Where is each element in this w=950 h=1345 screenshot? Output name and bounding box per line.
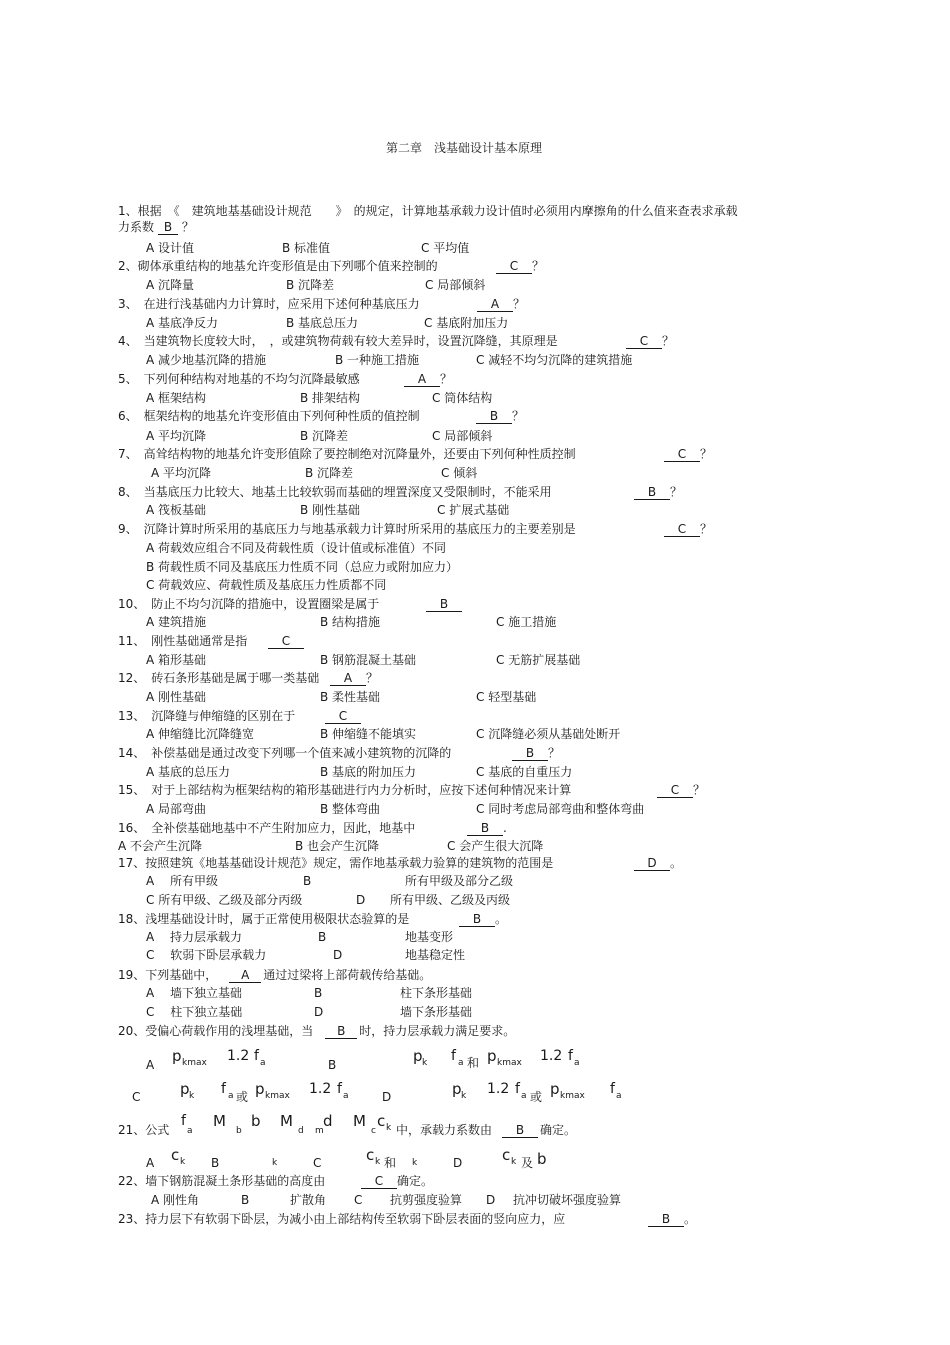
question-5-answer: A: [404, 372, 440, 387]
q20-b-f: f: [451, 1048, 456, 1064]
question-14-text: 14、 补偿基础是通过改变下列哪一个值来减小建筑物的沉降的: [118, 746, 452, 760]
q7-option-c: C 倾斜: [441, 466, 478, 480]
q16-option-b: B 也会产生沉降: [295, 839, 380, 853]
q20-c-coef: 1.2: [309, 1081, 332, 1097]
question-7-answer-wrap: [664, 447, 712, 462]
question-10-answer: B: [426, 597, 462, 612]
question-4-post: ？: [662, 334, 675, 348]
q6-option-b: B 沉降差: [300, 429, 349, 443]
question-4-answer-wrap: [626, 334, 674, 349]
q20-d-or: 或: [530, 1090, 543, 1104]
q9-option-a: A 荷载效应组合不同及荷载性质（设计值或标准值）不同: [146, 541, 447, 555]
question-18-answer-wrap: [459, 912, 507, 927]
q18-option-c: C 软弱下卧层承载力: [146, 948, 267, 962]
q22-option-b-letter: B: [241, 1193, 250, 1207]
page-title: 第二章 浅基础设计基本原理: [386, 141, 543, 155]
q21-M3-sub: c: [371, 1126, 376, 1136]
q16-option-c: C 会产生很大沉降: [447, 839, 544, 853]
q17-option-a: A 所有甲级: [146, 874, 219, 888]
q20-b-coef: 1.2: [540, 1048, 563, 1064]
question-7-text: 7、 高耸结构物的地基允许变形值除了要控制绝对沉降量外，还要由下列何种性质控制: [118, 447, 576, 461]
q20-d-f2: f: [610, 1081, 615, 1097]
question-8-text: 8、 当基底压力比较大、地基土比较软弱而基础的埋置深度又受限制时，不能采用: [118, 485, 552, 499]
question-4-answer: C: [626, 334, 662, 349]
q12-option-a: A 刚性基础: [146, 690, 207, 704]
q20-b-p: p: [413, 1047, 423, 1065]
question-23-post: 。: [684, 1212, 697, 1226]
q20-b-f2: f: [568, 1048, 573, 1064]
question-5-text: 5、 下列何种结构对地基的不均匀沉降最敏感: [118, 372, 360, 386]
question-8-answer: B: [634, 485, 670, 500]
question-15-post: ？: [693, 783, 706, 797]
question-20-line: [118, 1024, 515, 1039]
q15-option-c: C 同时考虑局部弯曲和整体弯曲: [476, 802, 645, 816]
q20-c-or: 或: [236, 1090, 249, 1104]
q9-option-c: C 荷载效应、荷载性质及基底压力性质都不同: [146, 578, 387, 592]
q20-c-k: k: [189, 1091, 195, 1101]
question-18-text: 18、浅埋基础设计时，属于正常使用极限状态验算的是: [118, 912, 410, 926]
question-14-answer: B: [512, 746, 548, 761]
question-20-answer: B: [325, 1024, 357, 1039]
question-12-answer-wrap: [330, 671, 378, 686]
question-3-post: ？: [513, 297, 526, 311]
q20-c-a2: a: [343, 1091, 349, 1101]
q5-option-c: C 筒体结构: [432, 391, 493, 405]
q21-m: m: [315, 1126, 324, 1136]
q21-d-k: k: [511, 1157, 517, 1167]
q21-d: d: [323, 1112, 333, 1130]
question-22-answer: C: [361, 1174, 397, 1189]
q7-option-b: B 沉降差: [305, 466, 354, 480]
q4-option-a: A 减少地基沉降的措施: [146, 353, 267, 367]
q21-M1: M: [213, 1112, 226, 1130]
question-17-post: 。: [670, 856, 683, 870]
q22-option-b: 扩散角: [290, 1193, 327, 1207]
question-11-text: 11、 刚性基础通常是指: [118, 634, 248, 648]
question-7-post: ？: [700, 447, 713, 461]
question-6-answer-wrap: [476, 409, 524, 424]
question-5-answer-wrap: [404, 372, 452, 387]
q21-M2: M: [280, 1112, 293, 1130]
question-10-text: 10、 防止不均匀沉降的措施中，设置圈梁是属于: [118, 597, 380, 611]
q11-option-b: B 钢筋混凝土基础: [320, 653, 417, 667]
q7-option-a: A 平均沉降: [151, 466, 212, 480]
q20-b-kmax: kmax: [497, 1058, 522, 1068]
q22-option-d: 抗冲切破坏强度验算: [513, 1193, 622, 1207]
question-12-answer: A: [330, 671, 366, 686]
question-23-text: 23、持力层下有软弱下卧层，为减小由上部结构传至软弱下卧层表面的竖向应力，应: [118, 1212, 566, 1226]
q21-c-k2: k: [375, 1157, 381, 1167]
q20-c-p: p: [180, 1080, 190, 1098]
question-11-answer-wrap: [268, 634, 304, 649]
q8-option-a: A 筏板基础: [146, 503, 207, 517]
q21-c-k: k: [386, 1123, 392, 1133]
q8-option-b: B 刚性基础: [300, 503, 361, 517]
question-18-answer: B: [459, 912, 495, 927]
q21-option-b-letter: B: [211, 1156, 220, 1170]
q10-option-a: A 建筑措施: [146, 615, 207, 629]
q15-option-a: A 局部弯曲: [146, 802, 207, 816]
q1-option-b: B 标准值: [282, 241, 331, 255]
q20-a-coef: 1.2: [227, 1048, 250, 1064]
q22-option-a: A 刚性角: [151, 1193, 200, 1207]
q21-c: c: [377, 1112, 386, 1130]
question-2-text: 2、砌体承重结构的地基允许变形值是由下列哪个值来控制的: [118, 259, 438, 273]
q20-c-a: a: [228, 1091, 234, 1101]
q1-option-a: A 设计值: [146, 241, 195, 255]
q20-option-b-letter: B: [328, 1058, 337, 1072]
q17-option-d-letter: D: [356, 893, 366, 907]
question-16-text: 16、 全补偿基础地基中不产生附加应力，因此，地基中: [118, 821, 416, 835]
question-2-answer-wrap: [496, 259, 544, 274]
question-6-answer: B: [476, 409, 512, 424]
question-11-answer: C: [268, 634, 304, 649]
q20-c-p2: p: [255, 1080, 265, 1098]
q20-b-and: 和: [467, 1056, 480, 1070]
question-8-answer-wrap: [634, 485, 682, 500]
question-20-pre: 20、受偏心荷载作用的浅埋基础，当: [118, 1024, 314, 1038]
question-9-answer: C: [664, 522, 700, 537]
question-22-post: 确定。: [397, 1174, 434, 1188]
q20-d-coef: 1.2: [487, 1081, 510, 1097]
question-8-post: ？: [670, 485, 683, 499]
q21-d-c: c: [502, 1146, 511, 1164]
q18-option-b: 地基变形: [405, 930, 454, 944]
question-23-answer-wrap: [648, 1212, 696, 1227]
question-2-post: ？: [532, 259, 545, 273]
q21-a-k: k: [180, 1157, 186, 1167]
q20-d-kmax: kmax: [560, 1091, 585, 1101]
q22-option-d-letter: D: [486, 1193, 496, 1207]
question-21-pre: 21、公式: [118, 1123, 170, 1137]
q20-b-a2: a: [574, 1058, 580, 1068]
q8-option-c: C 扩展式基础: [437, 503, 510, 517]
q20-d-k: k: [461, 1091, 467, 1101]
question-15-text: 15、 对于上部结构为框架结构的箱形基础进行内力分析时，应按下述何种情况来计算: [118, 783, 572, 797]
question-19-post: 通过过梁将上部荷载传给基础。: [263, 968, 432, 982]
question-3-answer-wrap: [477, 297, 525, 312]
question-5-post: ？: [440, 372, 453, 386]
q20-c-f: f: [221, 1081, 226, 1097]
q20-d-p: p: [452, 1080, 462, 1098]
q9-option-b: B 荷载性质不同及基底压力性质不同（总应力或附加应力）: [146, 560, 459, 574]
question-9-post: ？: [700, 522, 713, 536]
question-17-answer-wrap: [634, 856, 682, 871]
question-15-answer: C: [657, 783, 693, 798]
question-19-answer: A: [229, 968, 261, 983]
q20-option-c-letter: C: [132, 1090, 141, 1104]
question-6-text: 6、 框架结构的地基允许变形值由下列何种性质的值控制: [118, 409, 420, 423]
question-21-answer: B: [502, 1123, 538, 1138]
q18-option-b-letter: B: [318, 930, 327, 944]
q20-d-a2: a: [616, 1091, 622, 1101]
q3-option-c: C 基底附加压力: [424, 316, 509, 330]
q14-option-c: C 基底的自重压力: [476, 765, 573, 779]
question-14-post: ？: [548, 746, 561, 760]
q21-M3: M: [353, 1112, 366, 1130]
q20-d-p2: p: [550, 1080, 560, 1098]
question-20-post: 时，持力层承载力满足要求。: [359, 1024, 516, 1038]
question-17-text: 17、按照建筑《地基基础设计规范》规定，需作地基承载力验算的建筑物的范围是: [118, 856, 554, 870]
q19-option-a: A 墙下独立基础: [146, 986, 243, 1000]
q21-d-b: b: [537, 1150, 547, 1168]
q18-option-a: A 持力层承载力: [146, 930, 243, 944]
q2-option-b: B 沉降差: [286, 278, 335, 292]
q21-f: f: [181, 1113, 186, 1129]
q13-option-c: C 沉降缝必须从基础处断开: [476, 727, 621, 741]
q18-option-d-letter: D: [333, 948, 343, 962]
question-9-text: 9、 沉降计算时所采用的基底压力与地基承载力计算时所采用的基底压力的主要差别是: [118, 522, 576, 536]
q21-option-a-letter: A: [146, 1156, 155, 1170]
q16-option-a: A 不会产生沉降: [118, 839, 203, 853]
q5-option-a: A 框架结构: [146, 391, 207, 405]
q10-option-b: B 结构措施: [320, 615, 381, 629]
q20-d-f: f: [515, 1081, 520, 1097]
q21-b: b: [251, 1112, 261, 1130]
q20-b-p2: p: [487, 1047, 497, 1065]
q13-option-a: A 伸缩缝比沉降缝宽: [146, 727, 255, 741]
q21-option-c-letter: C: [313, 1156, 322, 1170]
q22-option-c-letter: C: [354, 1193, 363, 1207]
question-1-text: 1、根据 《 建筑地基基础设计规范 》 的规定，计算地基承载力设计值时必须用内摩擦角的什么值来查表求承载: [118, 204, 738, 218]
question-22-text: 22、墙下钢筋混凝土条形基础的高度由: [118, 1174, 326, 1188]
q21-b-k: k: [272, 1158, 278, 1168]
question-19-pre: 19、下列基础中，: [118, 968, 218, 982]
q19-option-d: 墙下条形基础: [400, 1005, 473, 1019]
question-6-post: ？: [512, 409, 525, 423]
q17-option-d: 所有甲级、乙级及丙级: [390, 893, 511, 907]
question-17-answer: D: [634, 856, 670, 871]
q21-c-k3: k: [412, 1158, 418, 1168]
question-14-answer-wrap: [512, 746, 560, 761]
question-2-answer: C: [496, 259, 532, 274]
q3-option-a: A 基底净反力: [146, 316, 219, 330]
question-10-answer-wrap: [426, 597, 462, 612]
q12-option-c: C 轻型基础: [476, 690, 537, 704]
q21-d-ji: 及: [521, 1156, 534, 1170]
q18-option-d: 地基稳定性: [405, 948, 466, 962]
q4-option-b: B 一种施工措施: [335, 353, 420, 367]
question-1-line2: [118, 220, 194, 235]
q10-option-c: C 施工措施: [496, 615, 557, 629]
q21-M2-sub: d: [298, 1126, 304, 1136]
q20-option-a-letter: A: [146, 1058, 155, 1072]
question-23-answer: B: [648, 1212, 684, 1227]
q21-option-d-letter: D: [453, 1156, 463, 1170]
q20-a-kmax: kmax: [182, 1058, 207, 1068]
question-1-answer: B: [158, 220, 178, 235]
question-18-post: 。: [495, 912, 508, 926]
q20-c-f2: f: [337, 1081, 342, 1097]
q12-option-b: B 柔性基础: [320, 690, 381, 704]
q4-option-c: C 减轻不均匀沉降的建筑措施: [476, 353, 633, 367]
q14-option-b: B 基底的附加压力: [320, 765, 417, 779]
question-3-answer: A: [477, 297, 513, 312]
q21-f-a: a: [187, 1126, 193, 1136]
q5-option-b: B 排架结构: [300, 391, 361, 405]
q19-option-b: 柱下条形基础: [400, 986, 473, 1000]
q17-option-b: 所有甲级及部分乙级: [405, 874, 514, 888]
q17-option-c: C 所有甲级、乙级及部分丙级: [146, 893, 303, 907]
q15-option-b: B 整体弯曲: [320, 802, 381, 816]
question-3-text: 3、 在进行浅基础内力计算时，应采用下述何种基底压力: [118, 297, 420, 311]
question-15-answer-wrap: [657, 783, 705, 798]
q20-a-p: p: [172, 1047, 182, 1065]
q3-option-b: B 基底总压力: [286, 316, 359, 330]
question-21-post: 确定。: [540, 1123, 577, 1137]
q20-b-a: a: [458, 1058, 464, 1068]
question-9-answer-wrap: [664, 522, 712, 537]
question-16-answer: B: [467, 821, 503, 836]
question-4-text: 4、 当建筑物长度较大时， ，或建筑物荷载有较大差异时，设置沉降缝，其原理是: [118, 334, 558, 348]
q20-a-f: f: [254, 1048, 259, 1064]
q20-c-kmax: kmax: [265, 1091, 290, 1101]
q19-option-d-letter: D: [314, 1005, 324, 1019]
question-1-line2-pre: 力系数: [118, 220, 155, 234]
q2-option-c: C 局部倾斜: [425, 278, 486, 292]
q19-option-b-letter: B: [314, 986, 323, 1000]
q20-option-d-letter: D: [382, 1090, 392, 1104]
question-16-post: .: [503, 821, 507, 835]
q21-c-and: 和: [384, 1156, 397, 1170]
q11-option-a: A 箱形基础: [146, 653, 207, 667]
q21-a-c: c: [171, 1146, 180, 1164]
question-13-text: 13、 沉降缝与伸缩缝的区别在于: [118, 709, 296, 723]
q21-c-c: c: [366, 1146, 375, 1164]
question-19-line: [118, 968, 431, 983]
question-22-answer-wrap: [361, 1174, 433, 1189]
q19-option-c: C 柱下独立基础: [146, 1005, 243, 1019]
question-13-answer: C: [325, 709, 361, 724]
question-21-post-pre: 中，承载力系数由: [396, 1123, 493, 1137]
question-21-mid: [396, 1123, 576, 1138]
q6-option-c: C 局部倾斜: [432, 429, 493, 443]
question-16-answer-wrap: [467, 821, 507, 836]
q2-option-a: A 沉降量: [146, 278, 195, 292]
question-1-post: ？: [181, 220, 194, 234]
q11-option-c: C 无筋扩展基础: [496, 653, 581, 667]
q14-option-a: A 基底的总压力: [146, 765, 231, 779]
q17-option-b-letter: B: [303, 874, 312, 888]
q6-option-a: A 平均沉降: [146, 429, 207, 443]
question-12-text: 12、 砖石条形基础是属于哪一类基础: [118, 671, 320, 685]
q20-b-k: k: [422, 1058, 428, 1068]
q20-a-a: a: [260, 1058, 266, 1068]
q21-M1-sub: b: [236, 1126, 242, 1136]
q1-option-c: C 平均值: [421, 241, 470, 255]
question-12-post: ？: [366, 671, 379, 685]
question-7-answer: C: [664, 447, 700, 462]
q20-d-a: a: [521, 1091, 527, 1101]
question-13-answer-wrap: [325, 709, 361, 724]
q13-option-b: B 伸缩缝不能填实: [320, 727, 417, 741]
q22-option-c: 抗剪强度验算: [390, 1193, 463, 1207]
